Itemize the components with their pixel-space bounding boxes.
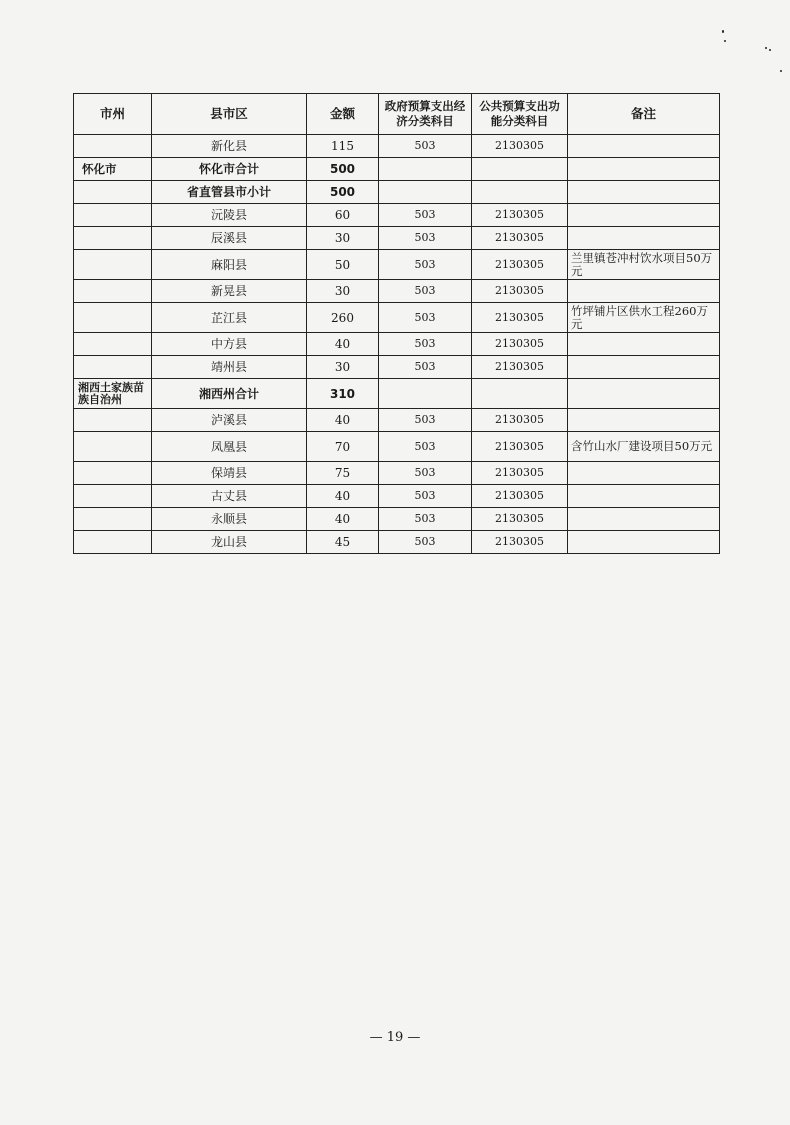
cell-econ: 503 bbox=[379, 462, 472, 485]
scan-speck bbox=[722, 30, 724, 33]
cell-func: 2130305 bbox=[472, 356, 568, 379]
cell-city bbox=[74, 181, 152, 204]
cell-func: 2130305 bbox=[472, 303, 568, 333]
header-note: 备注 bbox=[568, 94, 720, 135]
scan-speck bbox=[765, 47, 767, 49]
cell-func bbox=[472, 181, 568, 204]
table-row bbox=[74, 531, 720, 554]
cell-func: 2130305 bbox=[472, 485, 568, 508]
cell-city bbox=[74, 227, 152, 250]
cell-note bbox=[568, 508, 720, 531]
cell-econ: 503 bbox=[379, 250, 472, 280]
cell-amount: 45 bbox=[307, 531, 379, 554]
header-amount: 金额 bbox=[307, 94, 379, 135]
cell-city bbox=[74, 409, 152, 432]
cell-note bbox=[568, 204, 720, 227]
table-row bbox=[74, 485, 720, 508]
cell-county: 芷江县 bbox=[152, 303, 307, 333]
budget-allocation-table bbox=[73, 93, 720, 554]
cell-city bbox=[74, 462, 152, 485]
cell-econ: 503 bbox=[379, 333, 472, 356]
table-row bbox=[74, 204, 720, 227]
cell-city: 怀化市 bbox=[74, 158, 152, 181]
cell-note bbox=[568, 227, 720, 250]
table-row bbox=[74, 250, 720, 280]
cell-econ: 503 bbox=[379, 409, 472, 432]
cell-county: 沅陵县 bbox=[152, 204, 307, 227]
cell-county: 靖州县 bbox=[152, 356, 307, 379]
cell-city bbox=[74, 280, 152, 303]
table-row bbox=[74, 508, 720, 531]
cell-amount: 310 bbox=[307, 379, 379, 409]
header-county: 县市区 bbox=[152, 94, 307, 135]
cell-econ bbox=[379, 181, 472, 204]
table-row bbox=[74, 432, 720, 462]
page-number: — 19 — bbox=[369, 1030, 421, 1045]
cell-amount: 50 bbox=[307, 250, 379, 280]
cell-city bbox=[74, 356, 152, 379]
table-row bbox=[74, 135, 720, 158]
table-header-row bbox=[74, 94, 720, 135]
cell-amount: 40 bbox=[307, 333, 379, 356]
cell-city bbox=[74, 135, 152, 158]
cell-note bbox=[568, 531, 720, 554]
cell-note: 含竹山水厂建设项目50万元 bbox=[568, 432, 720, 462]
cell-econ: 503 bbox=[379, 485, 472, 508]
cell-city bbox=[74, 333, 152, 356]
cell-amount: 40 bbox=[307, 485, 379, 508]
cell-city: 湘西土家族苗族自治州 bbox=[74, 379, 152, 409]
cell-note: 兰里镇苍冲村饮水项目50万元 bbox=[568, 250, 720, 280]
scan-speck bbox=[769, 49, 771, 51]
cell-amount: 30 bbox=[307, 356, 379, 379]
cell-city bbox=[74, 508, 152, 531]
table-row bbox=[74, 181, 720, 204]
cell-city bbox=[74, 485, 152, 508]
cell-amount: 30 bbox=[307, 280, 379, 303]
cell-econ: 503 bbox=[379, 508, 472, 531]
cell-city bbox=[74, 531, 152, 554]
cell-func bbox=[472, 379, 568, 409]
cell-amount: 60 bbox=[307, 204, 379, 227]
cell-county: 中方县 bbox=[152, 333, 307, 356]
cell-city bbox=[74, 250, 152, 280]
cell-note bbox=[568, 158, 720, 181]
cell-county: 辰溪县 bbox=[152, 227, 307, 250]
cell-city bbox=[74, 432, 152, 462]
table-row bbox=[74, 333, 720, 356]
cell-amount: 30 bbox=[307, 227, 379, 250]
cell-econ: 503 bbox=[379, 531, 472, 554]
cell-econ: 503 bbox=[379, 303, 472, 333]
cell-func bbox=[472, 158, 568, 181]
cell-func: 2130305 bbox=[472, 409, 568, 432]
table-row bbox=[74, 462, 720, 485]
table-row bbox=[74, 409, 720, 432]
cell-func: 2130305 bbox=[472, 531, 568, 554]
scan-speck bbox=[724, 40, 726, 42]
header-econ-class: 政府预算支出经济分类科目 bbox=[379, 94, 472, 135]
cell-econ bbox=[379, 158, 472, 181]
cell-econ: 503 bbox=[379, 280, 472, 303]
cell-func: 2130305 bbox=[472, 508, 568, 531]
cell-county: 湘西州合计 bbox=[152, 379, 307, 409]
cell-func: 2130305 bbox=[472, 135, 568, 158]
scan-speck bbox=[780, 70, 782, 72]
cell-county: 新晃县 bbox=[152, 280, 307, 303]
cell-econ: 503 bbox=[379, 204, 472, 227]
cell-county: 古丈县 bbox=[152, 485, 307, 508]
cell-county: 永顺县 bbox=[152, 508, 307, 531]
cell-amount: 40 bbox=[307, 508, 379, 531]
table-row bbox=[74, 303, 720, 333]
cell-amount: 70 bbox=[307, 432, 379, 462]
cell-econ bbox=[379, 379, 472, 409]
cell-note: 竹坪铺片区供水工程260万元 bbox=[568, 303, 720, 333]
header-city: 市州 bbox=[74, 94, 152, 135]
cell-county: 怀化市合计 bbox=[152, 158, 307, 181]
cell-note bbox=[568, 462, 720, 485]
cell-city bbox=[74, 204, 152, 227]
cell-note bbox=[568, 333, 720, 356]
table-row bbox=[74, 227, 720, 250]
cell-county: 麻阳县 bbox=[152, 250, 307, 280]
cell-func: 2130305 bbox=[472, 432, 568, 462]
cell-func: 2130305 bbox=[472, 204, 568, 227]
cell-city bbox=[74, 303, 152, 333]
cell-note bbox=[568, 379, 720, 409]
table-row bbox=[74, 379, 720, 409]
cell-county: 省直管县市小计 bbox=[152, 181, 307, 204]
cell-note bbox=[568, 485, 720, 508]
cell-amount: 500 bbox=[307, 181, 379, 204]
cell-func: 2130305 bbox=[472, 227, 568, 250]
cell-county: 凤凰县 bbox=[152, 432, 307, 462]
table-row bbox=[74, 356, 720, 379]
table-row bbox=[74, 158, 720, 181]
cell-note bbox=[568, 409, 720, 432]
cell-econ: 503 bbox=[379, 356, 472, 379]
cell-note bbox=[568, 356, 720, 379]
cell-func: 2130305 bbox=[472, 462, 568, 485]
table-row bbox=[74, 280, 720, 303]
cell-amount: 115 bbox=[307, 135, 379, 158]
cell-amount: 40 bbox=[307, 409, 379, 432]
cell-county: 保靖县 bbox=[152, 462, 307, 485]
cell-county: 泸溪县 bbox=[152, 409, 307, 432]
cell-func: 2130305 bbox=[472, 333, 568, 356]
cell-func: 2130305 bbox=[472, 250, 568, 280]
cell-note bbox=[568, 181, 720, 204]
cell-note bbox=[568, 135, 720, 158]
cell-county: 新化县 bbox=[152, 135, 307, 158]
cell-note bbox=[568, 280, 720, 303]
cell-county: 龙山县 bbox=[152, 531, 307, 554]
cell-amount: 500 bbox=[307, 158, 379, 181]
cell-econ: 503 bbox=[379, 135, 472, 158]
cell-amount: 260 bbox=[307, 303, 379, 333]
header-func-class: 公共预算支出功能分类科目 bbox=[472, 94, 568, 135]
cell-func: 2130305 bbox=[472, 280, 568, 303]
cell-econ: 503 bbox=[379, 227, 472, 250]
cell-econ: 503 bbox=[379, 432, 472, 462]
cell-amount: 75 bbox=[307, 462, 379, 485]
